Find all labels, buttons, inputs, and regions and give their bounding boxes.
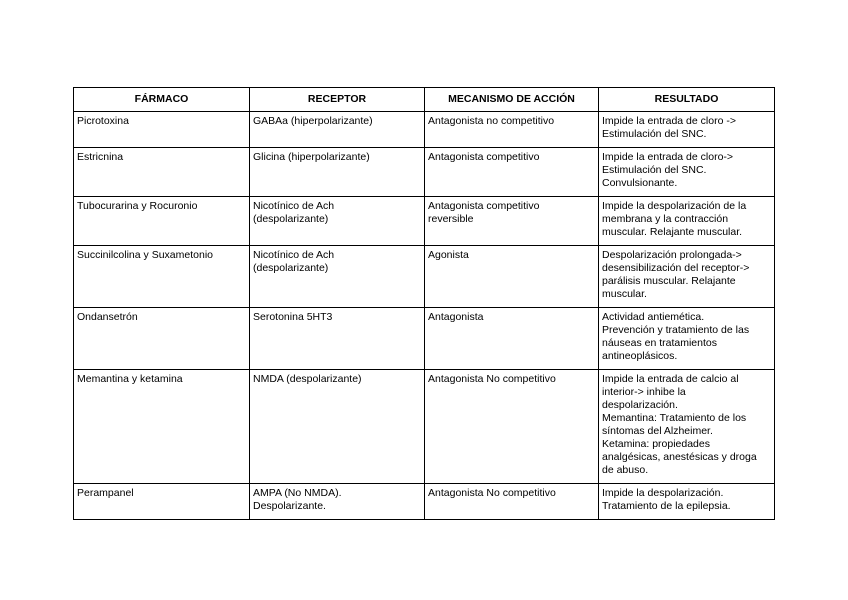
cell-receptor: Nicotínico de Ach (despolarizante) xyxy=(250,197,425,246)
table-row xyxy=(74,370,775,484)
table-header xyxy=(74,88,775,112)
header-receptor: RECEPTOR xyxy=(250,88,425,112)
header-row xyxy=(74,88,775,112)
table-row xyxy=(74,308,775,370)
header-resultado: RESULTADO xyxy=(599,88,775,112)
header-farmaco: FÁRMACO xyxy=(74,88,250,112)
cell-receptor: Nicotínico de Ach (despolarizante) xyxy=(250,246,425,308)
cell-farmaco: Picrotoxina xyxy=(74,112,250,148)
cell-receptor: GABAa (hiperpolarizante) xyxy=(250,112,425,148)
cell-resultado: Actividad antiemética. Prevención y tratamiento de las náuseas en tratamientos antineoplásicos. xyxy=(599,308,775,370)
cell-mecanismo: Antagonista No competitivo xyxy=(425,370,599,484)
cell-receptor: NMDA (despolarizante) xyxy=(250,370,425,484)
cell-resultado: Despolarización prolongada-> desensibilización del receptor-> parálisis muscular. Relajante muscular. xyxy=(599,246,775,308)
cell-resultado: Impide la despolarización de la membrana y la contracción muscular. Relajante muscular. xyxy=(599,197,775,246)
cell-resultado: Impide la entrada de cloro-> Estimulación del SNC. Convulsionante. xyxy=(599,148,775,197)
table-row xyxy=(74,112,775,148)
cell-mecanismo: Agonista xyxy=(425,246,599,308)
cell-farmaco: Memantina y ketamina xyxy=(74,370,250,484)
drug-table xyxy=(73,87,775,520)
cell-mecanismo: Antagonista No competitivo xyxy=(425,484,599,520)
cell-farmaco: Succinilcolina y Suxametonio xyxy=(74,246,250,308)
cell-resultado: Impide la entrada de calcio al interior-> inhibe la despolarización. Memantina: Tratamiento de los síntomas del Alzheimer. Ketamina: propiedades analgésicas, anestésicas y droga de abuso. xyxy=(599,370,775,484)
table-row xyxy=(74,197,775,246)
table-body xyxy=(74,112,775,520)
cell-receptor: Serotonina 5HT3 xyxy=(250,308,425,370)
cell-resultado: Impide la entrada de cloro -> Estimulación del SNC. xyxy=(599,112,775,148)
cell-farmaco: Tubocurarina y Rocuronio xyxy=(74,197,250,246)
table-row xyxy=(74,484,775,520)
cell-mecanismo: Antagonista no competitivo xyxy=(425,112,599,148)
cell-mecanismo: Antagonista competitivo reversible xyxy=(425,197,599,246)
cell-farmaco: Estricnina xyxy=(74,148,250,197)
header-mecanismo: MECANISMO DE ACCIÓN xyxy=(425,88,599,112)
cell-receptor: AMPA (No NMDA). Despolarizante. xyxy=(250,484,425,520)
cell-farmaco: Perampanel xyxy=(74,484,250,520)
table-row xyxy=(74,246,775,308)
cell-farmaco: Ondansetrón xyxy=(74,308,250,370)
cell-resultado: Impide la despolarización. Tratamiento de la epilepsia. xyxy=(599,484,775,520)
cell-receptor: Glicina (hiperpolarizante) xyxy=(250,148,425,197)
cell-mecanismo: Antagonista xyxy=(425,308,599,370)
table-row xyxy=(74,148,775,197)
cell-mecanismo: Antagonista competitivo xyxy=(425,148,599,197)
